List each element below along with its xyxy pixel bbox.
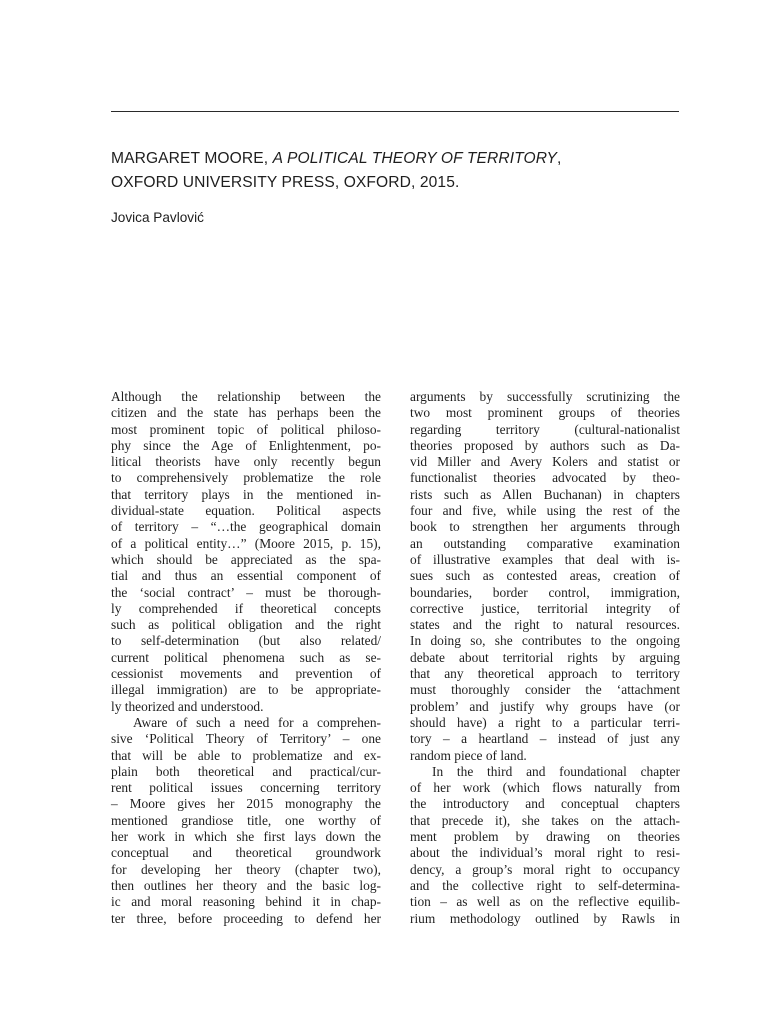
- text-line: litical theorists have only recently begun: [111, 454, 381, 470]
- text-line: ter three, before proceeding to defend her: [111, 910, 381, 926]
- text-line: conceptual and theoretical groundwork: [111, 845, 381, 861]
- title-book-name: A POLITICAL THEORY OF TERRITORY: [272, 150, 558, 167]
- text-line: phy since the Age of Enlightenment, po-: [111, 437, 381, 453]
- text-line: random piece of land.: [410, 747, 527, 763]
- text-line: dency, a group’s moral right to occupancy: [410, 861, 680, 877]
- text-line: and the collective right to self-determina-: [410, 877, 680, 893]
- text-line: dividual-state equation. Political aspects: [111, 503, 381, 519]
- text-line: the introductory and conceptual chapters: [410, 796, 680, 812]
- text-line: vid Miller and Avery Kolers and statist or: [410, 454, 680, 470]
- text-line: to self-determination (but also related/: [111, 633, 381, 649]
- text-line: of illustrative examples that deal with is-: [410, 551, 680, 567]
- text-line: Although the relationship between the: [111, 389, 381, 404]
- text-line: that any theoretical approach to territory: [410, 666, 680, 682]
- title-comma: ,: [557, 150, 562, 167]
- text-line: to comprehensively problematize the role: [111, 470, 381, 486]
- title-line-2: OXFORD UNIVERSITY PRESS, OXFORD, 2015.: [111, 174, 460, 191]
- text-line: functionalist theories advocated by theo-: [410, 470, 680, 486]
- text-line: tory – a heartland – instead of just any: [410, 731, 680, 747]
- text-line: In the third and foundational chapter: [432, 763, 680, 779]
- text-line: sive ‘Political Theory of Territory’ – one: [111, 731, 381, 747]
- text-line: that precede it), she takes on the attach-: [410, 812, 680, 828]
- text-line: – Moore gives her 2015 monography the: [111, 796, 381, 812]
- text-line: an outstanding comparative examination: [410, 535, 680, 551]
- text-line: debate about territorial rights by arguing: [410, 649, 680, 665]
- text-line: plain both theoretical and practical/cur-: [111, 763, 381, 779]
- text-line: her work in which she first lays down the: [111, 829, 381, 845]
- text-line: tial and thus an essential component of: [111, 568, 381, 584]
- text-line: theories proposed by authors such as Da-: [410, 437, 680, 453]
- text-line: must thoroughly consider the ‘attachment: [410, 682, 680, 698]
- text-line: states and the right to natural resources.: [410, 617, 680, 633]
- text-line: Aware of such a need for a comprehen-: [133, 714, 381, 730]
- text-line: rent political issues concerning territory: [111, 780, 381, 796]
- text-line: such as political obligation and the right: [111, 617, 381, 633]
- text-line: two most prominent groups of theories: [410, 405, 680, 421]
- text-line: four and five, while using the rest of the: [410, 503, 680, 519]
- review-author: Jovica Pavlović: [111, 210, 204, 225]
- text-line: which should be appreciated as the spa-: [111, 551, 381, 567]
- text-line: about the individual’s moral right to resi-: [410, 845, 680, 861]
- title-author-name: MARGARET MOORE,: [111, 150, 273, 167]
- text-line: ly comprehended if theoretical concepts: [111, 600, 381, 616]
- text-line: ic and moral reasoning behind it in chap-: [111, 894, 381, 910]
- text-line: then outlines her theory and the basic log-: [111, 877, 381, 893]
- title-line-1: [111, 147, 691, 171]
- text-line: sues such as contested areas, creation of: [410, 568, 680, 584]
- text-line: for developing her theory (chapter two),: [111, 861, 381, 877]
- text-line: mentioned grandiose title, one worthy of: [111, 812, 381, 828]
- text-line: most prominent topic of political philoso-: [111, 421, 381, 437]
- right-text-column: [410, 389, 680, 927]
- text-line: tion – as well as on the reflective equilib-: [410, 894, 680, 910]
- text-line: that will be able to problematize and ex-: [111, 747, 381, 763]
- text-line: corrective justice, territorial integrity of: [410, 600, 680, 616]
- text-line: boundaries, border control, immigration,: [410, 584, 680, 600]
- text-line: ment problem by drawing on theories: [410, 829, 680, 845]
- left-text-column: [111, 389, 381, 927]
- text-line: cessionist movements and prevention of: [111, 666, 381, 682]
- text-line: citizen and the state has perhaps been the: [111, 405, 381, 421]
- header-rule: [111, 111, 679, 112]
- text-line: the ‘social contract’ – must be thorough-: [111, 584, 381, 600]
- text-line: that territory plays in the mentioned in-: [111, 486, 381, 502]
- text-line: problem’ and justify why groups have (or: [410, 698, 680, 714]
- text-line: arguments by successfully scrutinizing the: [410, 389, 680, 404]
- text-line: In doing so, she contributes to the ongoing: [410, 633, 680, 649]
- text-line: should have) a right to a particular terri-: [410, 714, 680, 730]
- text-line: rium methodology outlined by Rawls in: [410, 910, 680, 926]
- text-line: regarding territory (cultural-nationalist: [410, 421, 680, 437]
- text-line: ly theorized and understood.: [111, 698, 264, 714]
- text-line: rists such as Allen Buchanan) in chapters: [410, 486, 680, 502]
- review-title: [111, 147, 691, 195]
- text-line: current political phenomena such as se-: [111, 649, 381, 665]
- text-line: of territory – “…the geographical domain: [111, 519, 381, 535]
- text-line: illegal immigration) are to be appropriate-: [111, 682, 381, 698]
- text-line: of her work (which flows naturally from: [410, 780, 680, 796]
- text-line: book to strengthen her arguments through: [410, 519, 680, 535]
- text-line: of a political entity…” (Moore 2015, p. 15),: [111, 535, 381, 551]
